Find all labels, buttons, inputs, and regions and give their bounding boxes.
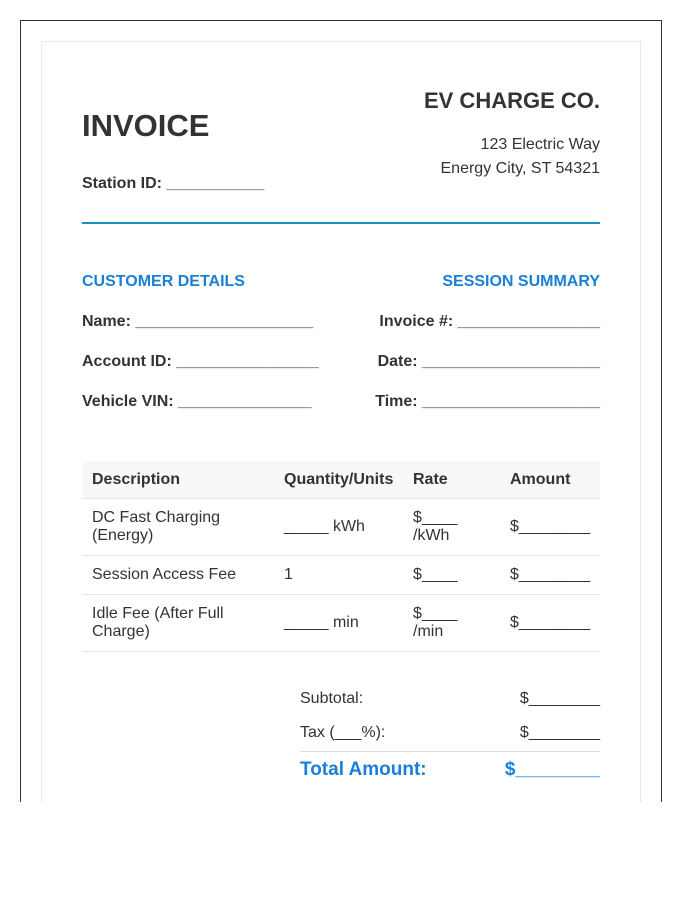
row-description <box>92 605 224 641</box>
rate-line: $____ <box>413 605 458 622</box>
table-row <box>82 556 600 595</box>
table-header <box>82 461 600 499</box>
station-id-field: Station ID: ___________ <box>82 175 265 192</box>
description-line: Charge) <box>92 623 150 640</box>
total-amount-value: $________ <box>504 759 600 780</box>
row-description <box>92 509 220 545</box>
row-rate <box>413 509 458 545</box>
invoice-title: INVOICE <box>82 108 210 143</box>
rate-line: /kWh <box>413 527 450 544</box>
row-quantity: _____ min <box>284 614 359 631</box>
session-summary-heading: SESSION SUMMARY <box>442 273 600 290</box>
row-amount: $________ <box>510 518 591 535</box>
invoice-paper <box>41 41 641 802</box>
header-divider <box>82 222 600 224</box>
subtotal-value: $________ <box>519 690 600 707</box>
rate-line: $____ <box>413 509 458 526</box>
header-rate: Rate <box>413 471 448 488</box>
customer-details-heading: CUSTOMER DETAILS <box>82 273 245 290</box>
invoice-number-field: Invoice #: ________________ <box>379 313 600 330</box>
rate-line: /min <box>413 623 444 640</box>
header-quantity: Quantity/Units <box>284 471 394 488</box>
description-line: DC Fast Charging <box>92 509 221 526</box>
row-rate <box>413 605 458 641</box>
tax-value: $________ <box>519 724 600 741</box>
row-quantity: 1 <box>284 566 293 583</box>
total-amount-label: Total Amount: <box>300 759 427 780</box>
line-items-table <box>82 461 600 652</box>
time-field: Time: ____________________ <box>375 393 600 410</box>
table-row <box>82 595 600 652</box>
row-amount: $________ <box>510 566 591 583</box>
vehicle-vin-field: Vehicle VIN: _______________ <box>82 393 312 410</box>
account-id-field: Account ID: ________________ <box>82 353 319 370</box>
table-row <box>82 499 600 556</box>
row-description: Session Access Fee <box>92 566 237 583</box>
date-field: Date: ____________________ <box>377 353 600 370</box>
company-address-line2: Energy City, ST 54321 <box>440 160 600 177</box>
description-line: Idle Fee (After Full <box>92 605 224 622</box>
subtotal-label: Subtotal: <box>300 690 364 707</box>
company-name: EV CHARGE CO. <box>423 88 600 113</box>
header-amount: Amount <box>510 471 571 488</box>
totals-divider <box>300 751 600 752</box>
customer-name-field: Name: ____________________ <box>82 313 314 330</box>
row-quantity: _____ kWh <box>284 518 365 535</box>
row-rate: $____ <box>413 566 458 583</box>
company-address-line1: 123 Electric Way <box>480 136 600 153</box>
row-amount: $________ <box>510 614 591 631</box>
description-line: (Energy) <box>92 527 154 544</box>
tax-label: Tax (___%): <box>300 724 386 741</box>
header-description: Description <box>92 471 181 488</box>
